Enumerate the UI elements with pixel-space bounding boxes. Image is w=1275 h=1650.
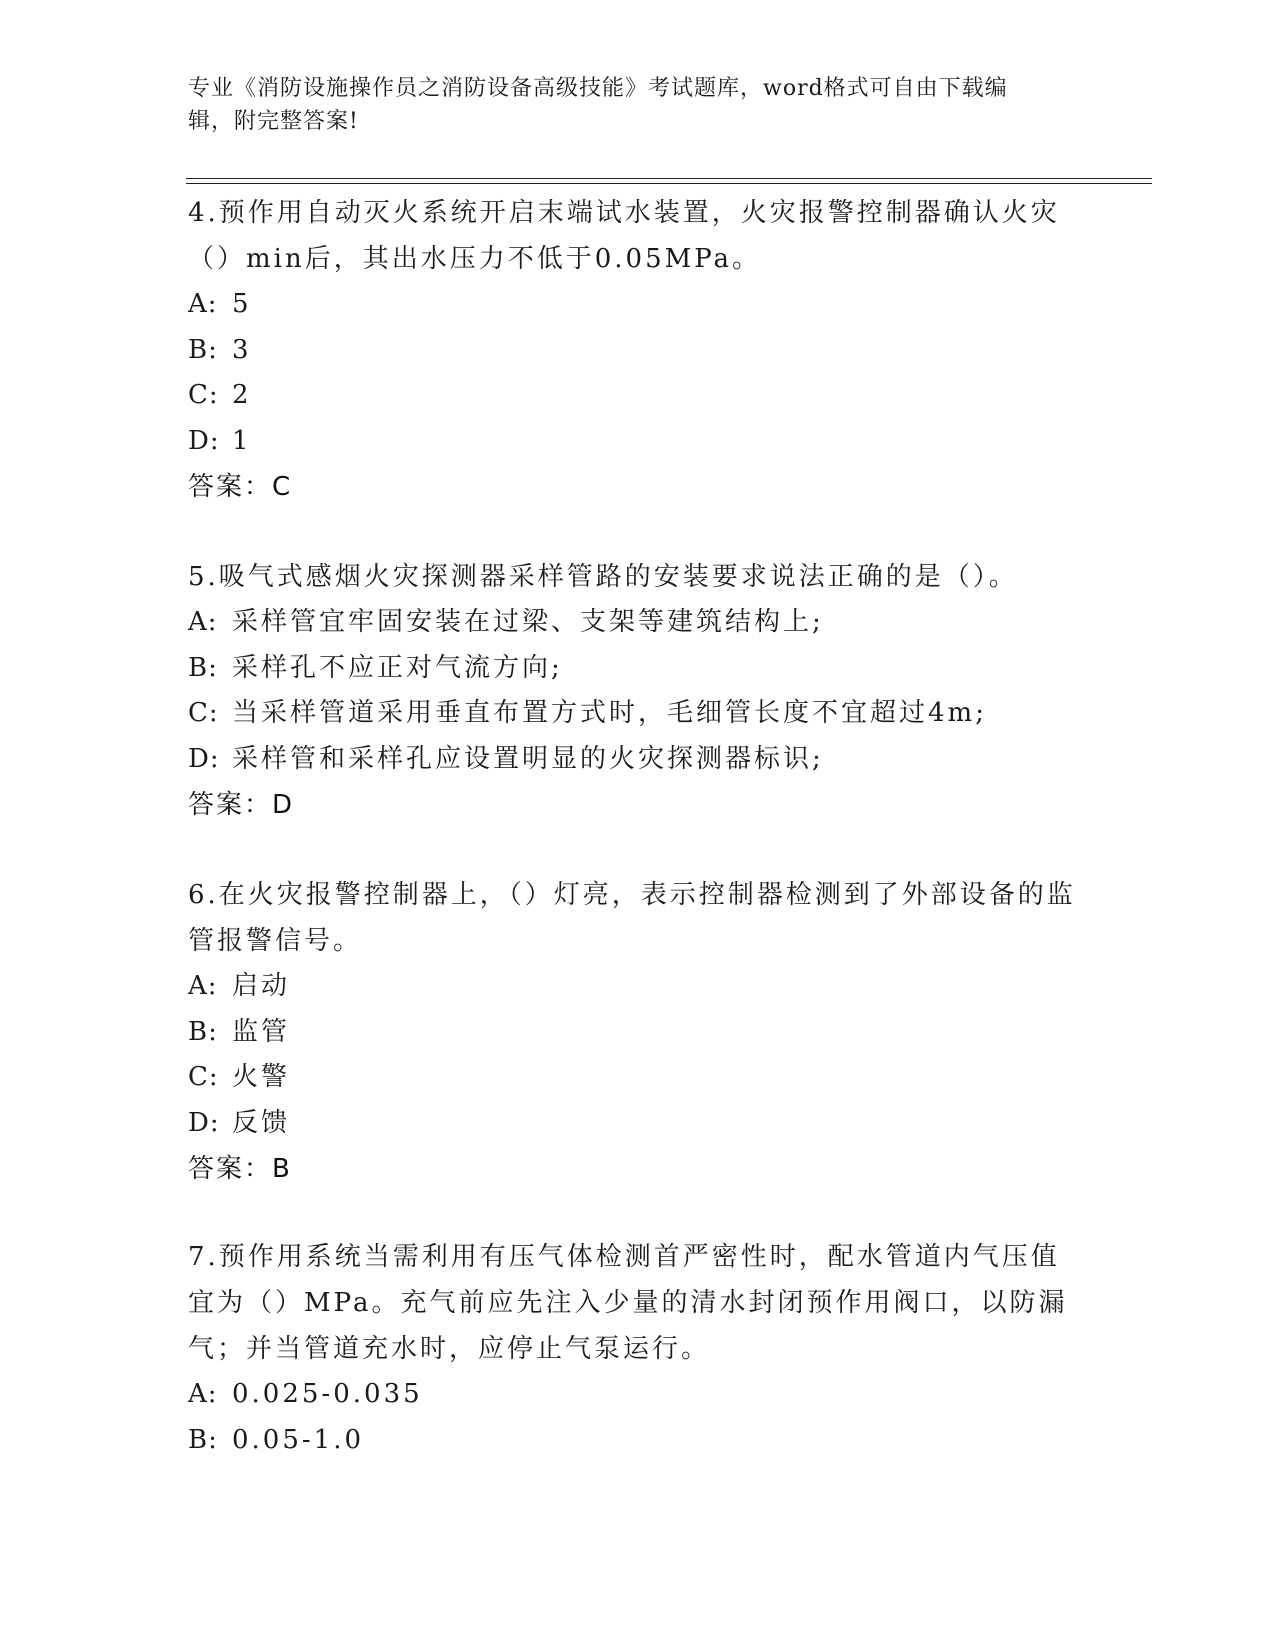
option-a [188, 282, 1088, 328]
question-stem: 5.吸气式感烟火灾探测器采样管路的安装要求说法正确的是（）。 [188, 562, 1018, 592]
option-text: 3 [232, 334, 252, 365]
option-letter: B: [188, 1016, 218, 1047]
option-d [188, 419, 1088, 465]
option-a [188, 600, 1088, 646]
question-5 [188, 554, 1088, 828]
option-text: 2 [232, 380, 252, 410]
option-text: 0.05-1.0 [232, 1424, 365, 1455]
question-stem: 4.预作用自动灭火系统开启末端试水装置，火灾报警控制器确认火灾（）min后，其出水压力不低于0.05MPa。 [188, 198, 1060, 274]
option-letter: B: [188, 1424, 218, 1455]
option-text: 当采样管道采用垂直布置方式时，毛细管长度不宜超过4m; [232, 698, 987, 728]
option-letter: A: [188, 607, 218, 637]
option-text: 反馈 [232, 1107, 291, 1138]
option-d [188, 737, 1088, 783]
option-b [188, 1418, 1088, 1464]
option-letter: D: [188, 1107, 220, 1138]
option-text: 火警 [232, 1062, 291, 1092]
option-text: 采样管宜牢固安装在过梁、支架等建筑结构上; [232, 607, 824, 637]
option-text: 监管 [232, 1016, 291, 1047]
option-letter: B: [188, 334, 218, 365]
header-line-1: 专业《消防设施操作员之消防设备高级技能》考试题库，word格式可自由下载编 [188, 76, 1008, 101]
option-c [188, 1055, 1088, 1101]
answer-line: 答案：B [188, 1154, 292, 1184]
answer-line: 答案：D [188, 790, 295, 820]
header-line-2: 辑，附完整答案! [188, 109, 359, 134]
option-c [188, 691, 1088, 737]
header-divider-bottom [186, 183, 1152, 184]
option-text: 1 [232, 425, 252, 456]
option-text: 采样管和采样孔应设置明显的火灾探测器标识; [232, 743, 824, 774]
option-letter: D: [188, 743, 220, 774]
option-text: 启动 [232, 971, 291, 1001]
option-d [188, 1101, 1088, 1147]
option-letter: C: [188, 698, 219, 728]
option-text: 0.025-0.035 [232, 1379, 423, 1409]
option-letter: C: [188, 1062, 219, 1092]
document-header [188, 72, 1068, 138]
option-letter: A: [188, 289, 218, 319]
option-text: 5 [232, 289, 252, 319]
question-7 [188, 1234, 1088, 1463]
option-a [188, 964, 1088, 1010]
option-b [188, 646, 1088, 692]
option-c [188, 373, 1088, 419]
option-letter: A: [188, 1379, 218, 1409]
question-6 [188, 872, 1088, 1192]
option-a [188, 1372, 1088, 1418]
answer-line: 答案：C [188, 472, 293, 502]
question-stem: 7.预作用系统当需利用有压气体检测首严密性时，配水管道内气压值宜为（）MPa。充气前应先注入少量的清水封闭预作用阀口，以防漏气；并当管道充水时，应停止气泵运行。 [188, 1242, 1068, 1364]
question-stem: 6.在火灾报警控制器上，（）灯亮，表示控制器检测到了外部设备的监管报警信号。 [188, 880, 1076, 956]
header-divider-top [186, 178, 1152, 179]
option-text: 采样孔不应正对气流方向; [232, 652, 563, 683]
option-letter: A: [188, 971, 218, 1001]
option-letter: C: [188, 380, 219, 410]
option-letter: B: [188, 652, 218, 683]
option-letter: D: [188, 425, 220, 456]
question-4 [188, 190, 1088, 510]
option-b [188, 328, 1088, 374]
option-b [188, 1010, 1088, 1056]
